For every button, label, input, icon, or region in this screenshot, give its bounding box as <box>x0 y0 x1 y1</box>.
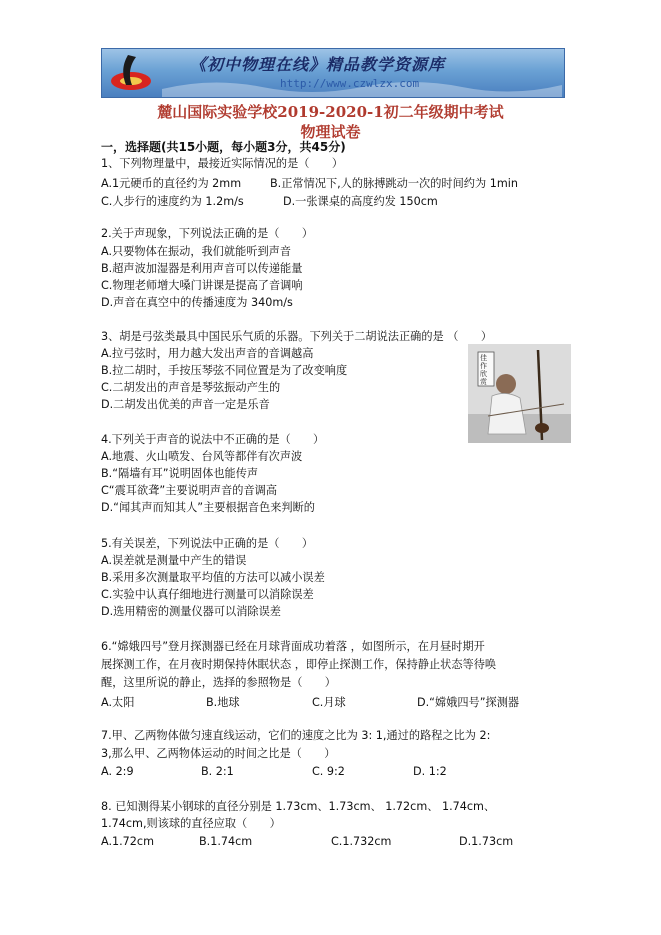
exam-title: 麓山国际实验学校2019-2020-1初二年级期中考试 <box>157 103 504 121</box>
question-2-stem: 2.关于声现象，下列说法正确的是（ ） <box>101 227 314 240</box>
question-1-option-d: D.一张课桌的高度约发 150cm <box>283 195 438 208</box>
question-5-option-b: B.采用多次测量取平均值的方法可以减小误差 <box>101 571 325 584</box>
question-4-option-b: B.“隔墙有耳”说明固体也能传声 <box>101 467 259 480</box>
banner-url: http://www.czwlzx.com <box>280 77 420 90</box>
question-2-option-c: C.物理老师增大嗓门讲课是提高了音调响 <box>101 279 303 292</box>
question-8-option-d: D.1.73cm <box>459 835 514 848</box>
question-5-option-d: D.选用精密的测量仪器可以消除误差 <box>101 605 281 618</box>
question-5-stem: 5.有关误差，下列说法中正确的是（ ） <box>101 537 314 550</box>
question-1-option-c: C.人步行的速度约为 1.2m/s <box>101 195 244 208</box>
question-6-stem-line-2: 展探测工作，在月夜时期保持休眠状态 ，即停止探测工作，保持静止状态等待唤 <box>101 658 497 671</box>
question-8-option-a: A.1.72cm <box>101 835 154 848</box>
section-heading: 一，选择题(共15小题，每小题3分，共45分) <box>101 140 346 154</box>
question-7-option-d: D. 1:2 <box>413 765 447 778</box>
question-7-stem-line-2: 3,那么甲、乙两物体运动的时间之比是（ ） <box>101 747 336 760</box>
question-8-option-b: B.1.74cm <box>199 835 253 848</box>
question-7-option-b: B. 2:1 <box>201 765 234 778</box>
question-8-stem-line-2: 1.74cm,则该球的直径应取（ ） <box>101 817 281 830</box>
photo-caption: 佳作欣赏 <box>480 354 487 386</box>
question-4-option-a: A.地震、火山喷发、台风等都伴有次声波 <box>101 450 303 463</box>
site-banner <box>101 48 565 98</box>
question-3-option-a: A.拉弓弦时，用力越大发出声音的音调越高 <box>101 347 314 360</box>
question-7-stem-line-1: 7.甲、乙两物体做匀速直线运动，它们的速度之比为 3: 1,通过的路程之比为 2: <box>101 729 491 742</box>
question-6-option-c: C.月球 <box>312 696 346 709</box>
banner-title: 《初中物理在线》精品教学资源库 <box>190 55 446 74</box>
question-6-option-d: D.“嫦娥四号”探测器 <box>417 696 520 709</box>
question-6-option-a: A.太阳 <box>101 696 135 709</box>
question-4-stem: 4.下列关于声音的说法中不正确的是（ ） <box>101 433 325 446</box>
question-3-option-d: D.二胡发出优美的声音一定是乐音 <box>101 398 270 411</box>
question-4-option-c: C“震耳欲聋”主要说明声音的音调高 <box>101 484 278 497</box>
question-7-option-a: A. 2:9 <box>101 765 134 778</box>
erhu-player-photo <box>468 344 571 443</box>
question-1-stem: 1、下列物理量中，最接近实际情况的是（ ） <box>101 157 344 170</box>
question-2-option-a: A.只要物体在振动，我们就能听到声音 <box>101 245 292 258</box>
question-4-option-d: D.“闻其声而知其人”主要根据音色来判断的 <box>101 501 315 514</box>
question-5-option-a: A.误差就是测量中产生的错误 <box>101 554 247 567</box>
question-3-option-b: B.拉二胡时，手按压琴弦不同位置是为了改变响度 <box>101 364 348 377</box>
question-2-option-b: B.超声波加湿器是利用声音可以传递能量 <box>101 262 303 275</box>
question-6-stem-line-3: 醒，这里所说的静止，选择的参照物是（ ） <box>101 676 336 689</box>
question-8-option-c: C.1.732cm <box>331 835 392 848</box>
question-1-option-a: A.1元硬币的直径约为 2mm <box>101 177 242 190</box>
question-8-stem-line-1: 8. 已知测得某小钢球的直径分别是 1.73cm、1.73cm、 1.72cm、 1.74cm、 <box>101 800 496 813</box>
question-2-option-d: D.声音在真空中的传播速度为 340m/s <box>101 296 293 309</box>
question-1-option-b: B.正常情况下,人的脉搏跳动一次的时间约为 1min <box>270 177 518 190</box>
exam-subtitle: 物理试卷 <box>300 123 361 141</box>
question-3-stem: 3、胡是弓弦类最具中国民乐气质的乐器。下列关于二胡说法正确的是 （ ） <box>101 330 493 343</box>
question-7-option-c: C. 9:2 <box>312 765 345 778</box>
question-3-option-c: C.二胡发出的声音是琴弦振动产生的 <box>101 381 281 394</box>
question-5-option-c: C.实验中认真仔细地进行测量可以消除误差 <box>101 588 314 601</box>
question-6-option-b: B.地球 <box>206 696 240 709</box>
site-logo <box>108 51 154 95</box>
question-6-stem-line-1: 6.“嫦娥四号”登月探测器已经在月球背面成功着落 ，如图所示，在月昼时期开 <box>101 640 485 653</box>
